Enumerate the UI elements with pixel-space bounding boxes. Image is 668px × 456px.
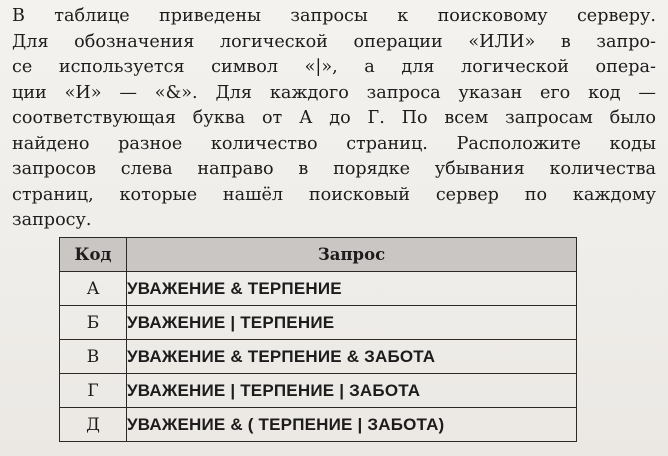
paragraph-line: найдено разное количество страниц. Расположите коды [12,133,656,154]
row-code: Г [60,374,127,408]
query-table-container [59,237,577,442]
table-header-row [60,238,577,272]
table-row [60,272,577,306]
table-row [60,408,577,442]
paragraph-line: запросов слева направо в порядке убывания количества [12,159,656,179]
table-row [60,306,577,340]
paragraph-line: ции «И» — «&». Для каждого запроса указан его код — [12,82,656,103]
row-code: Д [60,408,127,442]
header-code: Код [60,238,127,272]
table-row [60,374,577,408]
paragraph-line: Для обозначения логической операции «ИЛИ» в запро- [12,31,656,52]
row-code: В [60,340,127,374]
query-table [59,237,577,442]
task-paragraph [12,4,656,234]
row-query: УВАЖЕНИЕ & ТЕРПЕНИЕ [127,272,577,306]
row-query: УВАЖЕНИЕ & ( ТЕРПЕНИЕ | ЗАБОТА) [127,408,577,442]
row-code: Б [60,306,127,340]
row-query: УВАЖЕНИЕ & ТЕРПЕНИЕ & ЗАБОТА [127,340,577,374]
paragraph-line: запросу. [12,210,92,230]
paragraph-line: В таблице приведены запросы к поисковому серверу. [12,6,656,26]
row-query: УВАЖЕНИЕ | ТЕРПЕНИЕ [127,306,577,340]
header-query: Запрос [127,238,577,272]
paragraph-line: се используется символ «|», а для логической опера- [12,57,656,77]
paragraph-line: соответствующая буква от А до Г. По всем запросам было [12,108,656,128]
row-code: А [60,272,127,306]
row-query: УВАЖЕНИЕ | ТЕРПЕНИЕ | ЗАБОТА [127,374,577,408]
table-row [60,340,577,374]
paragraph-line: страниц, которые нашёл поисковый сервер по каждому [12,184,656,205]
